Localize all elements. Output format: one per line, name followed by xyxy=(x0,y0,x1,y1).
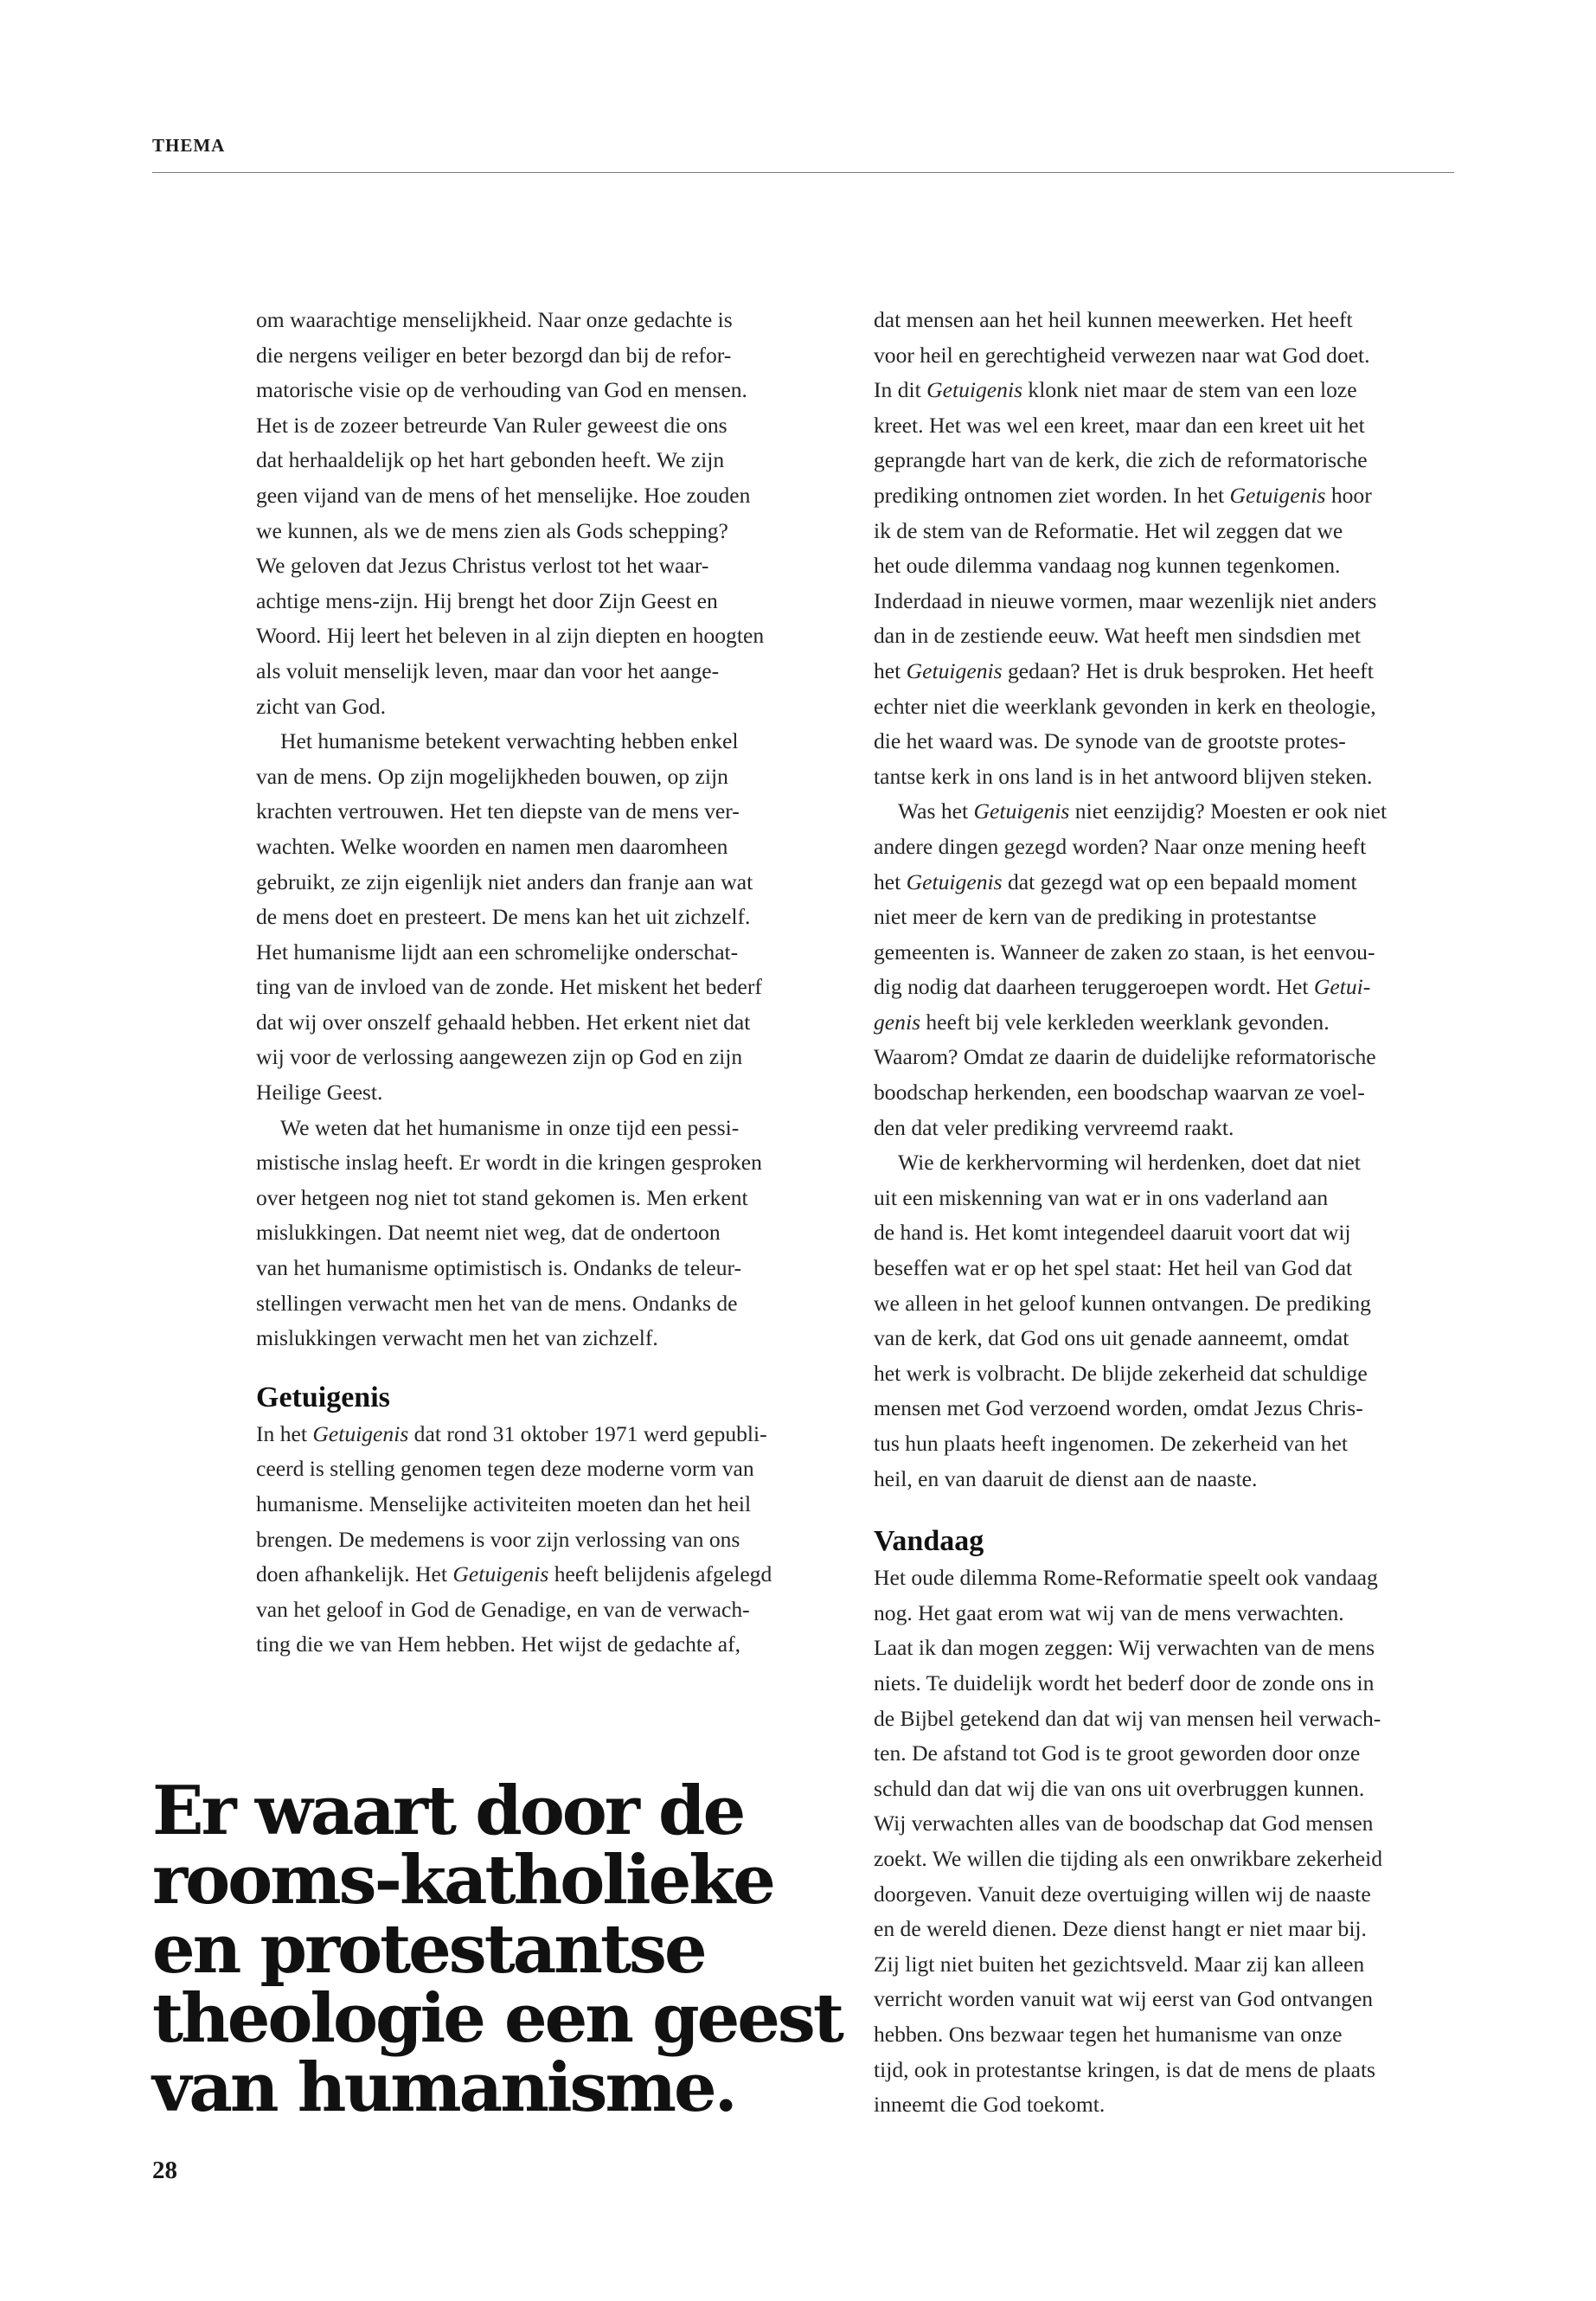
text-line: mensen met God verzoend worden, omdat Jezus Chris- xyxy=(874,1395,1363,1421)
text-line: mislukkingen. Dat neemt niet weg, dat de ondertoon xyxy=(256,1220,721,1246)
text-line xyxy=(874,689,1453,725)
body-paragraph xyxy=(874,794,1453,1145)
text-line: wachten. Welke woorden en namen men daaromheen xyxy=(256,833,728,859)
text-line xyxy=(874,970,1453,1005)
body-paragraph xyxy=(256,1111,841,1356)
text-line: heil, en van daaruit de dienst aan de naaste. xyxy=(874,1465,1258,1491)
italic-title: Getuigenis xyxy=(312,1420,409,1446)
text-line: van het humanisme optimistisch is. Ondanks de teleur- xyxy=(256,1255,742,1281)
text-line: Wie de kerkhervorming wil herdenken, doet dat niet xyxy=(898,1150,1361,1176)
text-line: dat herhaaldelijk op het hart gebonden heeft. We zijn xyxy=(256,447,725,473)
text-line: wij voor de verlossing aangewezen zijn op God en zijn xyxy=(256,1044,743,1070)
text-line xyxy=(874,935,1453,971)
text-line: we alleen in het geloof kunnen ontvangen. De prediking xyxy=(874,1290,1371,1316)
text-line xyxy=(874,584,1453,619)
text-segment: boodschap herkenden, een boodschap waarvan ze voel- xyxy=(874,1080,1365,1106)
text-segment: andere dingen gezegd worden? Naar onze mening heeft xyxy=(874,833,1367,859)
text-line xyxy=(256,1487,841,1522)
text-segment: den dat veler prediking vervreemd raakt. xyxy=(874,1114,1234,1140)
text-line: Woord. Hij leert het beleven in al zijn diepten en hoogten xyxy=(256,623,765,649)
text-segment: gedaan? Het is druk besproken. Het heeft xyxy=(1002,657,1374,683)
italic-title: genis xyxy=(874,1009,921,1035)
text-line: gebruikt, ze zijn eigenlijk niet anders dan franje aan wat xyxy=(256,868,753,894)
section-label: THEMA xyxy=(152,135,226,156)
text-line xyxy=(874,514,1453,549)
spacer xyxy=(874,1497,1453,1522)
text-line: het werk is volbracht. De blijde zekerheid dat schuldige xyxy=(874,1360,1368,1386)
text-segment: kreet. Het was wel een kreet, maar dan een kreet uit het xyxy=(874,412,1365,438)
text-line: Laat ik dan mogen zeggen: Wij verwachten van de mens xyxy=(874,1635,1375,1661)
text-line xyxy=(256,1417,841,1452)
text-segment: klonk niet maar de stem van een loze xyxy=(1022,377,1357,403)
text-line xyxy=(256,1593,841,1628)
text-segment: prediking ontnomen ziet worden. In het xyxy=(874,482,1230,508)
text-segment: dig nodig dat daarheen teruggeroepen wordt. Het xyxy=(874,974,1314,1000)
text-line xyxy=(874,830,1453,865)
text-segment: Inderdaad in nieuwe vormen, maar wezenlijk niet anders xyxy=(874,587,1377,613)
text-line: mislukkingen verwacht men het van zichzelf. xyxy=(256,1325,658,1351)
text-line: de hand is. Het komt integendeel daaruit voort dat wij xyxy=(874,1220,1351,1246)
text-line xyxy=(874,1040,1453,1075)
text-segment: ceerd is stelling genomen tegen deze moderne vorm van xyxy=(256,1456,754,1482)
text-line: Heilige Geest. xyxy=(256,1080,383,1106)
text-line xyxy=(874,724,1453,760)
text-segment: het oude dilemma vandaag nog kunnen tegenkomen. xyxy=(874,553,1341,579)
text-segment: hoor xyxy=(1325,482,1372,508)
text-segment: ik de stem van de Reformatie. Het wil zeggen dat we xyxy=(874,517,1343,543)
text-line xyxy=(256,1627,841,1663)
text-line xyxy=(874,338,1453,374)
text-line: zicht van God. xyxy=(256,693,386,719)
text-line: Er waart door de xyxy=(152,1772,744,1850)
text-segment: doen afhankelijk. Het xyxy=(256,1561,453,1587)
italic-title: Getui- xyxy=(1313,974,1371,1000)
text-line xyxy=(874,303,1453,338)
text-line: doorgeven. Vanuit deze overtuiging willen wij de naaste xyxy=(874,1881,1371,1907)
right-column xyxy=(874,303,1453,2123)
text-line: schuld dan dat wij die van ons uit overbruggen kunnen. xyxy=(874,1775,1365,1801)
text-segment: geprangde hart van de kerk, die zich de reformatorische xyxy=(874,447,1368,473)
italic-title: Getuigenis xyxy=(1229,482,1326,508)
text-line: ting van de invloed van de zonde. Het miskent het bederf xyxy=(256,974,762,1000)
text-line: We geloven dat Jezus Christus verlost tot het waar- xyxy=(256,553,709,579)
text-segment: dat rond 31 oktober 1971 werd gepubli- xyxy=(408,1420,767,1446)
text-line: Wij verwachten alles van de boodschap dat God mensen xyxy=(874,1811,1374,1836)
text-line: tijd, ook in protestantse kringen, is dat de mens de plaats xyxy=(874,2056,1376,2082)
text-segment: niet meer de kern van de prediking in protestantse xyxy=(874,904,1317,930)
body-paragraph xyxy=(256,724,841,1111)
text-line: beseffen wat er op het spel staat: Het heil van God dat xyxy=(874,1255,1353,1281)
text-line xyxy=(874,408,1453,444)
body-paragraph xyxy=(874,303,1453,794)
text-line: dat wij over onszelf gehaald hebben. Het erkent niet dat xyxy=(256,1009,751,1035)
text-line: zoekt. We willen die tijding als een onwrikbare zekerheid xyxy=(874,1845,1383,1871)
text-line: stellingen verwacht men het van de mens. Ondanks de xyxy=(256,1290,738,1316)
text-line: van de mens. Op zijn mogelijkheden bouwen, op zijn xyxy=(256,763,728,789)
text-segment: Was het xyxy=(898,798,974,824)
text-segment: het xyxy=(874,868,907,894)
text-segment: humanisme. Menselijke activiteiten moeten dan het heil xyxy=(256,1491,752,1516)
text-line: tus hun plaats heeft ingenomen. De zekerheid van het xyxy=(874,1431,1348,1456)
text-segment: brengen. De medemens is voor zijn verlossing van ons xyxy=(256,1526,740,1552)
pull-quote xyxy=(152,1772,844,2127)
text-segment: het xyxy=(874,657,907,683)
text-line xyxy=(874,548,1453,584)
text-line: Het humanisme lijdt aan een schromelijke onderschat- xyxy=(256,939,739,965)
text-line: We weten dat het humanisme in onze tijd een pessi- xyxy=(280,1114,740,1140)
text-line: en de wereld dienen. Deze dienst hangt er niet maar bij. xyxy=(874,1916,1367,1942)
text-segment: Waarom? Omdat ze daarin de duidelijke reformatorische xyxy=(874,1044,1376,1070)
text-line: matorische visie op de verhouding van God en mensen. xyxy=(256,377,747,403)
body-paragraph xyxy=(256,303,841,724)
text-line: Zij ligt niet buiten het gezichtsveld. Maar zij kan alleen xyxy=(874,1951,1365,1977)
text-segment: heeft belijdenis afgelegd xyxy=(548,1561,772,1587)
text-line: krachten vertrouwen. Het ten diepste van de mens ver- xyxy=(256,798,740,824)
text-segment: In dit xyxy=(874,377,927,403)
text-line: van de kerk, dat God ons uit genade aanneemt, omdat xyxy=(874,1325,1349,1351)
text-line xyxy=(874,373,1453,408)
text-line: om waarachtige menselijkheid. Naar onze gedachte is xyxy=(256,307,733,332)
text-segment: In het xyxy=(256,1420,313,1446)
text-line: en protestantse xyxy=(152,1910,705,1989)
section-heading-vandaag: Vandaag xyxy=(874,1525,984,1558)
text-segment: niet eenzijdig? Moesten er ook niet xyxy=(1069,798,1388,824)
text-segment: heeft bij vele kerkleden weerklank gevonden. xyxy=(920,1009,1330,1035)
text-segment: tantse kerk in ons land is in het antwoord blijven steken. xyxy=(874,763,1373,789)
italic-title: Getuigenis xyxy=(906,868,1003,894)
italic-title: Getuigenis xyxy=(452,1561,549,1587)
page-number: 28 xyxy=(152,2157,177,2184)
text-segment: gemeenten is. Wanneer de zaken zo staan, is het eenvou- xyxy=(874,939,1375,965)
italic-title: Getuigenis xyxy=(973,798,1070,824)
text-line xyxy=(874,1075,1453,1111)
text-line: inneemt die God toekomt. xyxy=(874,2092,1106,2118)
text-line: Het oude dilemma Rome-Reformatie speelt ook vandaag xyxy=(874,1565,1378,1591)
text-line: uit een miskenning van wat er in ons vaderland aan xyxy=(874,1184,1329,1210)
text-line xyxy=(874,865,1453,901)
text-line: van humanisme. xyxy=(152,2048,735,2127)
text-line xyxy=(256,1557,841,1593)
text-line xyxy=(256,1452,841,1487)
text-line: de mens doet en presteert. De mens kan het uit zichzelf. xyxy=(256,904,751,930)
text-line xyxy=(874,760,1453,795)
text-segment: van het geloof in God de Genadige, en van de verwach- xyxy=(256,1596,750,1622)
text-line: niets. Te duidelijk wordt het bederf door de zonde ons in xyxy=(874,1670,1375,1695)
header-divider xyxy=(152,172,1454,173)
body-paragraph xyxy=(874,1561,1453,2123)
text-line xyxy=(874,478,1453,514)
text-line: achtige mens-zijn. Hij brengt het door Zijn Geest en xyxy=(256,587,718,613)
text-segment: ting die we van Hem hebben. Het wijst de gedachte af, xyxy=(256,1631,741,1657)
text-segment: voor heil en gerechtigheid verwezen naar wat God doet. xyxy=(874,342,1370,368)
text-line: die nergens veiliger en beter bezorgd dan bij de refor- xyxy=(256,342,732,368)
body-paragraph xyxy=(256,1417,841,1663)
text-line: nog. Het gaat erom wat wij van de mens verwachten. xyxy=(874,1599,1344,1625)
text-line xyxy=(874,619,1453,654)
text-line xyxy=(874,900,1453,935)
text-line xyxy=(874,443,1453,478)
text-segment: echter niet die weerklank gevonden in kerk en theologie, xyxy=(874,693,1376,719)
text-line: over hetgeen nog niet tot stand gekomen is. Men erkent xyxy=(256,1184,748,1210)
text-line: rooms-katholieke xyxy=(152,1841,773,1920)
text-line: Het is de zozeer betreurde Van Ruler geweest die ons xyxy=(256,412,727,438)
text-line xyxy=(874,654,1453,689)
text-segment: dat gezegd wat op een bepaald moment xyxy=(1002,868,1357,894)
text-line xyxy=(874,1005,1453,1041)
text-line: als voluit menselijk leven, maar dan voor het aange- xyxy=(256,657,720,683)
text-line: de Bijbel getekend dan dat wij van mensen heil verwach- xyxy=(874,1705,1381,1731)
italic-title: Getuigenis xyxy=(926,377,1023,403)
section-heading-getuigenis: Getuigenis xyxy=(256,1381,390,1413)
left-column xyxy=(256,303,841,1663)
text-line: Het humanisme betekent verwachting hebben enkel xyxy=(280,728,739,754)
text-line xyxy=(874,794,1453,830)
text-line: geen vijand van de mens of het menselijke. Hoe zouden xyxy=(256,482,751,508)
text-line: hebben. Ons bezwaar tegen het humanisme van onze xyxy=(874,2021,1343,2047)
text-line: mistische inslag heeft. Er wordt in die kringen gesproken xyxy=(256,1150,762,1176)
text-segment: dan in de zestiende eeuw. Wat heeft men sindsdien met xyxy=(874,623,1361,649)
spacer xyxy=(256,1356,841,1379)
text-segment: dat mensen aan het heil kunnen meewerken. Het heeft xyxy=(874,307,1353,332)
text-line: theologie een geest xyxy=(152,1979,842,2058)
text-line: ten. De afstand tot God is te groot geworden door onze xyxy=(874,1740,1361,1766)
text-line xyxy=(256,1522,841,1558)
text-line: we kunnen, als we de mens zien als Gods schepping? xyxy=(256,517,728,543)
text-line: verricht worden vanuit wat wij eerst van God ontvangen xyxy=(874,1986,1374,2012)
text-line xyxy=(874,1111,1453,1146)
italic-title: Getuigenis xyxy=(906,657,1003,683)
text-segment: die het waard was. De synode van de grootste protes- xyxy=(874,728,1346,754)
body-paragraph xyxy=(874,1145,1453,1497)
